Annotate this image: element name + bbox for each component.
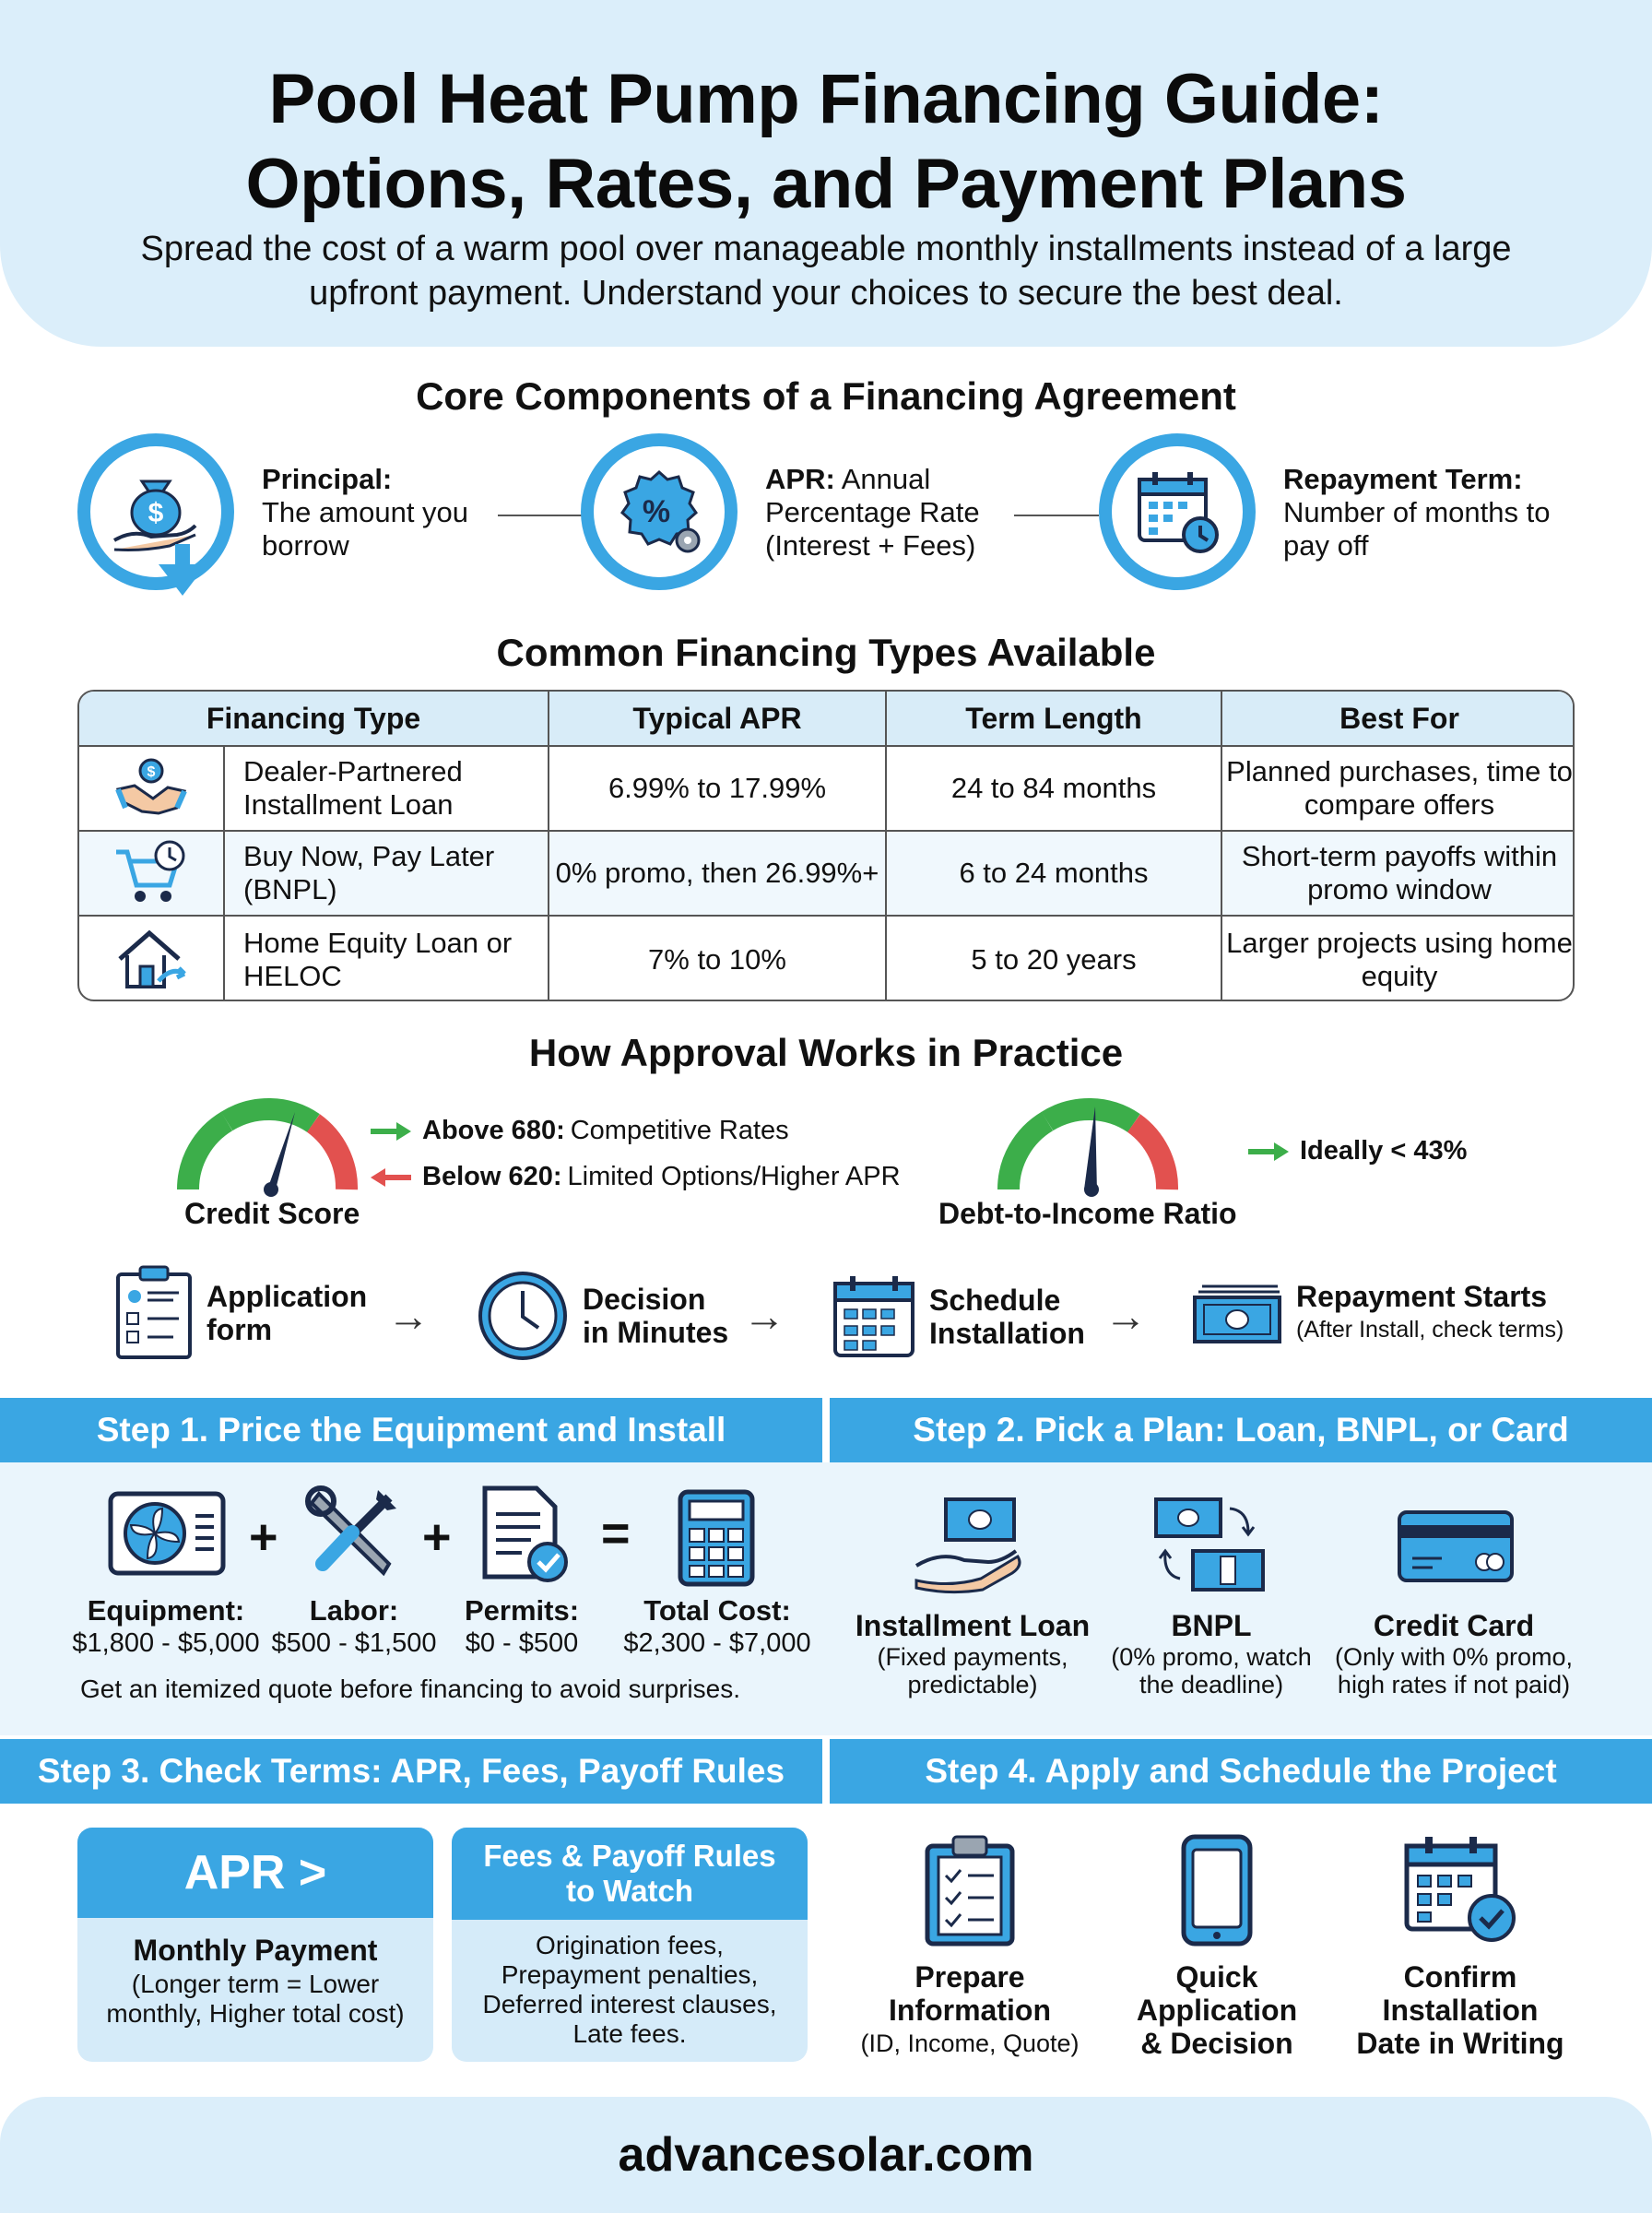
cost-label: Equipment: bbox=[87, 1594, 245, 1627]
plan-installment-loan bbox=[839, 1608, 1106, 1698]
principal-term: Principal: bbox=[262, 463, 393, 495]
connector-line bbox=[498, 515, 583, 516]
below-620-row bbox=[369, 1162, 901, 1192]
clipboard-form-icon bbox=[114, 1265, 194, 1361]
percent-gear-icon bbox=[581, 433, 738, 590]
fee-item: Late fees. bbox=[572, 2019, 687, 2048]
flow-decision bbox=[476, 1269, 728, 1363]
flow-schedule bbox=[832, 1274, 1085, 1359]
cost-value: $1,800 - $5,000 bbox=[72, 1628, 260, 1658]
handshake-dollar-icon bbox=[79, 747, 225, 830]
green-arrow-icon bbox=[369, 1120, 413, 1142]
best-for-cell: Planned purchases, time to compare offers bbox=[1226, 755, 1573, 821]
apr-card-desc: (Longer term = Lower monthly, Higher total cost) bbox=[106, 1970, 405, 2028]
approval-section-title: How Approval Works in Practice bbox=[528, 1031, 1124, 1074]
header bbox=[0, 0, 1652, 347]
core-section-title: Core Components of a Financing Agreement bbox=[416, 374, 1236, 418]
core-apr-text bbox=[765, 463, 1032, 562]
fee-item: Prepayment penalties, bbox=[501, 1960, 759, 1989]
permits-cost bbox=[448, 1595, 596, 1659]
apply-desc: (ID, Income, Quote) bbox=[860, 2030, 1080, 2057]
flow-repayment bbox=[1191, 1280, 1564, 1346]
flow-subline: (After Install, check terms) bbox=[1296, 1317, 1564, 1343]
permit-document-icon bbox=[479, 1485, 572, 1584]
apr-card-head: APR > bbox=[77, 1828, 433, 1918]
dti-gauge-icon bbox=[996, 1097, 1180, 1199]
itemized-quote-note: Get an itemized quote before financing to avoid surprises. bbox=[80, 1675, 740, 1703]
header-term-length: Term Length bbox=[887, 692, 1222, 745]
bills-swap-icon bbox=[1152, 1496, 1267, 1593]
below-620-key: Below 620: bbox=[422, 1162, 562, 1191]
equipment-cost bbox=[65, 1595, 267, 1659]
apply-line: Information bbox=[889, 1994, 1051, 2027]
red-arrow-icon bbox=[369, 1166, 413, 1189]
labor-cost bbox=[269, 1595, 439, 1659]
house-arrow-icon bbox=[79, 917, 225, 1001]
above-680-key: Above 680: bbox=[422, 1116, 565, 1145]
step2-title: Step 2. Pick a Plan: Loan, BNPL, or Card bbox=[830, 1398, 1652, 1462]
repayment-term: Repayment Term: bbox=[1283, 463, 1523, 495]
type-cell: Home Equity Loan or HELOC bbox=[225, 917, 549, 1001]
cost-value: $0 - $500 bbox=[465, 1628, 579, 1658]
step4-title: Step 4. Apply and Schedule the Project bbox=[830, 1739, 1652, 1804]
flow-line: Schedule bbox=[929, 1284, 1061, 1317]
prepare-information bbox=[835, 1960, 1104, 2060]
apply-line: Prepare bbox=[914, 1960, 1025, 1994]
plus-sign: + bbox=[249, 1509, 278, 1565]
plan-bnpl bbox=[1103, 1608, 1320, 1698]
flow-text bbox=[583, 1283, 728, 1349]
page-title bbox=[0, 57, 1652, 227]
type-cell: Buy Now, Pay Later (BNPL) bbox=[225, 832, 549, 915]
cost-value: $2,300 - $7,000 bbox=[623, 1628, 811, 1658]
best-for-cell: Short-term payoffs within promo window bbox=[1241, 840, 1558, 905]
calendar-check-icon bbox=[1403, 1835, 1517, 1944]
apply-line: Date in Writing bbox=[1356, 2027, 1564, 2060]
apply-line: Installation bbox=[1382, 1994, 1539, 2027]
credit-score-label: Credit Score bbox=[184, 1197, 360, 1230]
svg-text:$: $ bbox=[148, 498, 164, 528]
core-term-text bbox=[1283, 463, 1560, 562]
fees-rules-card bbox=[452, 1828, 808, 2062]
type-cell: Dealer-Partnered Installment Loan bbox=[225, 747, 549, 830]
cost-label: Total Cost: bbox=[643, 1594, 791, 1627]
quick-application bbox=[1106, 1960, 1328, 2060]
cost-value: $500 - $1,500 bbox=[271, 1628, 437, 1658]
principal-desc: The amount you borrow bbox=[262, 496, 469, 562]
credit-card-icon bbox=[1396, 1509, 1516, 1584]
header-financing-type: Financing Type bbox=[79, 692, 549, 745]
plus-sign: + bbox=[422, 1509, 452, 1565]
core-principal-text bbox=[262, 463, 502, 562]
types-section-title: Common Financing Types Available bbox=[496, 631, 1156, 674]
connector-line bbox=[1014, 515, 1099, 516]
table-row bbox=[79, 832, 1575, 915]
table-header-row bbox=[79, 692, 1575, 745]
apply-line: Quick bbox=[1175, 1960, 1258, 1994]
term-cell: 6 to 24 months bbox=[887, 832, 1222, 915]
apr-term: APR: bbox=[765, 463, 835, 495]
svg-text:%: % bbox=[642, 494, 671, 529]
plan-desc: (0% promo, watch the deadline) bbox=[1111, 1643, 1312, 1698]
heat-pump-icon bbox=[107, 1488, 227, 1580]
money-bag-hand-icon bbox=[77, 433, 234, 590]
plan-desc: (Fixed payments, predictable) bbox=[877, 1643, 1068, 1698]
total-cost bbox=[612, 1595, 822, 1659]
checklist-icon bbox=[922, 1833, 1018, 1947]
fees-card-head: Fees & Payoff Rules to Watch bbox=[452, 1828, 808, 1920]
svg-text:$: $ bbox=[147, 764, 156, 780]
best-for-cell: Larger projects using home equity bbox=[1226, 927, 1573, 992]
fees-card-body bbox=[452, 1920, 808, 2049]
apply-line: Confirm bbox=[1403, 1960, 1517, 1994]
fee-item: Origination fees, bbox=[536, 1931, 724, 1959]
green-arrow-icon bbox=[1246, 1141, 1291, 1163]
cost-label: Permits: bbox=[464, 1594, 580, 1627]
title-line-1: Pool Heat Pump Financing Guide: bbox=[268, 60, 1384, 138]
apply-line: Application bbox=[1136, 1994, 1298, 2027]
apr-card-title: Monthly Payment bbox=[133, 1934, 378, 1967]
plan-credit-card bbox=[1324, 1608, 1584, 1698]
fee-item: Deferred interest clauses, bbox=[482, 1990, 777, 2018]
apr-cell: 6.99% to 17.99% bbox=[549, 747, 887, 830]
smartphone-icon bbox=[1180, 1833, 1254, 1947]
title-line-2: Options, Rates, and Payment Plans bbox=[245, 145, 1407, 223]
apr-monthly-card bbox=[77, 1828, 433, 2062]
flow-line: form bbox=[206, 1313, 273, 1346]
apr-cell: 7% to 10% bbox=[549, 917, 887, 1001]
flow-text bbox=[206, 1280, 367, 1346]
apr-desc: Annual Percentage Rate (Interest + Fees) bbox=[765, 463, 980, 562]
term-cell: 5 to 20 years bbox=[887, 917, 1222, 1001]
flow-arrow-icon: → bbox=[1104, 1292, 1147, 1340]
footer-site[interactable]: advancesolar.com bbox=[0, 2097, 1652, 2213]
apr-card-body bbox=[77, 1918, 433, 2029]
flow-line: Repayment Starts bbox=[1296, 1280, 1548, 1313]
flow-line: Application bbox=[206, 1280, 368, 1313]
flow-text bbox=[1296, 1280, 1564, 1346]
plan-label: BNPL bbox=[1171, 1609, 1252, 1642]
cart-clock-icon bbox=[79, 832, 225, 915]
cash-hand-icon bbox=[913, 1492, 1032, 1595]
step3-title: Step 3. Check Terms: APR, Fees, Payoff Rules bbox=[0, 1739, 822, 1804]
flow-line: in Minutes bbox=[583, 1316, 729, 1349]
above-680-row bbox=[369, 1116, 789, 1146]
flow-line: Installation bbox=[929, 1317, 1085, 1350]
confirm-installation bbox=[1333, 1960, 1587, 2060]
flow-line: Decision bbox=[583, 1283, 706, 1316]
cash-stack-icon bbox=[1191, 1281, 1283, 1345]
credit-score-gauge-icon bbox=[175, 1097, 360, 1199]
flow-arrow-icon: → bbox=[387, 1292, 430, 1340]
plan-label: Credit Card bbox=[1373, 1609, 1535, 1642]
header-best-for: Best For bbox=[1339, 702, 1459, 735]
dti-target-row bbox=[1246, 1136, 1472, 1166]
step1-title: Step 1. Price the Equipment and Install bbox=[0, 1398, 822, 1462]
table-row bbox=[79, 747, 1575, 830]
flow-arrow-icon: → bbox=[743, 1292, 785, 1340]
financing-table bbox=[77, 690, 1575, 1001]
plan-label: Installment Loan bbox=[855, 1609, 1091, 1642]
apr-cell: 0% promo, then 26.99%+ bbox=[549, 832, 887, 915]
cost-label: Labor: bbox=[309, 1594, 399, 1627]
page-subtitle: Spread the cost of a warm pool over manageable monthly installments instead of a large upfront payment. Understand your choices to secure the best deal. bbox=[140, 230, 1512, 313]
header-typical-apr: Typical APR bbox=[549, 692, 887, 745]
table-row bbox=[79, 917, 1575, 1001]
plan-desc: (Only with 0% promo, high rates if not paid) bbox=[1334, 1643, 1574, 1698]
apply-line: & Decision bbox=[1140, 2027, 1293, 2060]
flow-text bbox=[929, 1284, 1085, 1350]
clock-icon bbox=[476, 1269, 570, 1363]
calendar-icon bbox=[832, 1274, 916, 1359]
dti-target: Ideally < 43% bbox=[1300, 1136, 1468, 1166]
dti-label: Debt-to-Income Ratio bbox=[938, 1197, 1237, 1230]
tools-icon bbox=[304, 1485, 402, 1582]
below-620-text: Limited Options/Higher APR bbox=[567, 1162, 901, 1191]
flow-application bbox=[114, 1265, 367, 1361]
equals-sign: = bbox=[601, 1506, 631, 1561]
calculator-icon bbox=[677, 1488, 756, 1588]
calendar-clock-icon bbox=[1099, 433, 1256, 590]
above-680-text: Competitive Rates bbox=[570, 1116, 789, 1145]
repayment-desc: Number of months to pay off bbox=[1283, 496, 1551, 562]
term-cell: 24 to 84 months bbox=[887, 747, 1222, 830]
principal-arrow-icon bbox=[159, 564, 206, 596]
